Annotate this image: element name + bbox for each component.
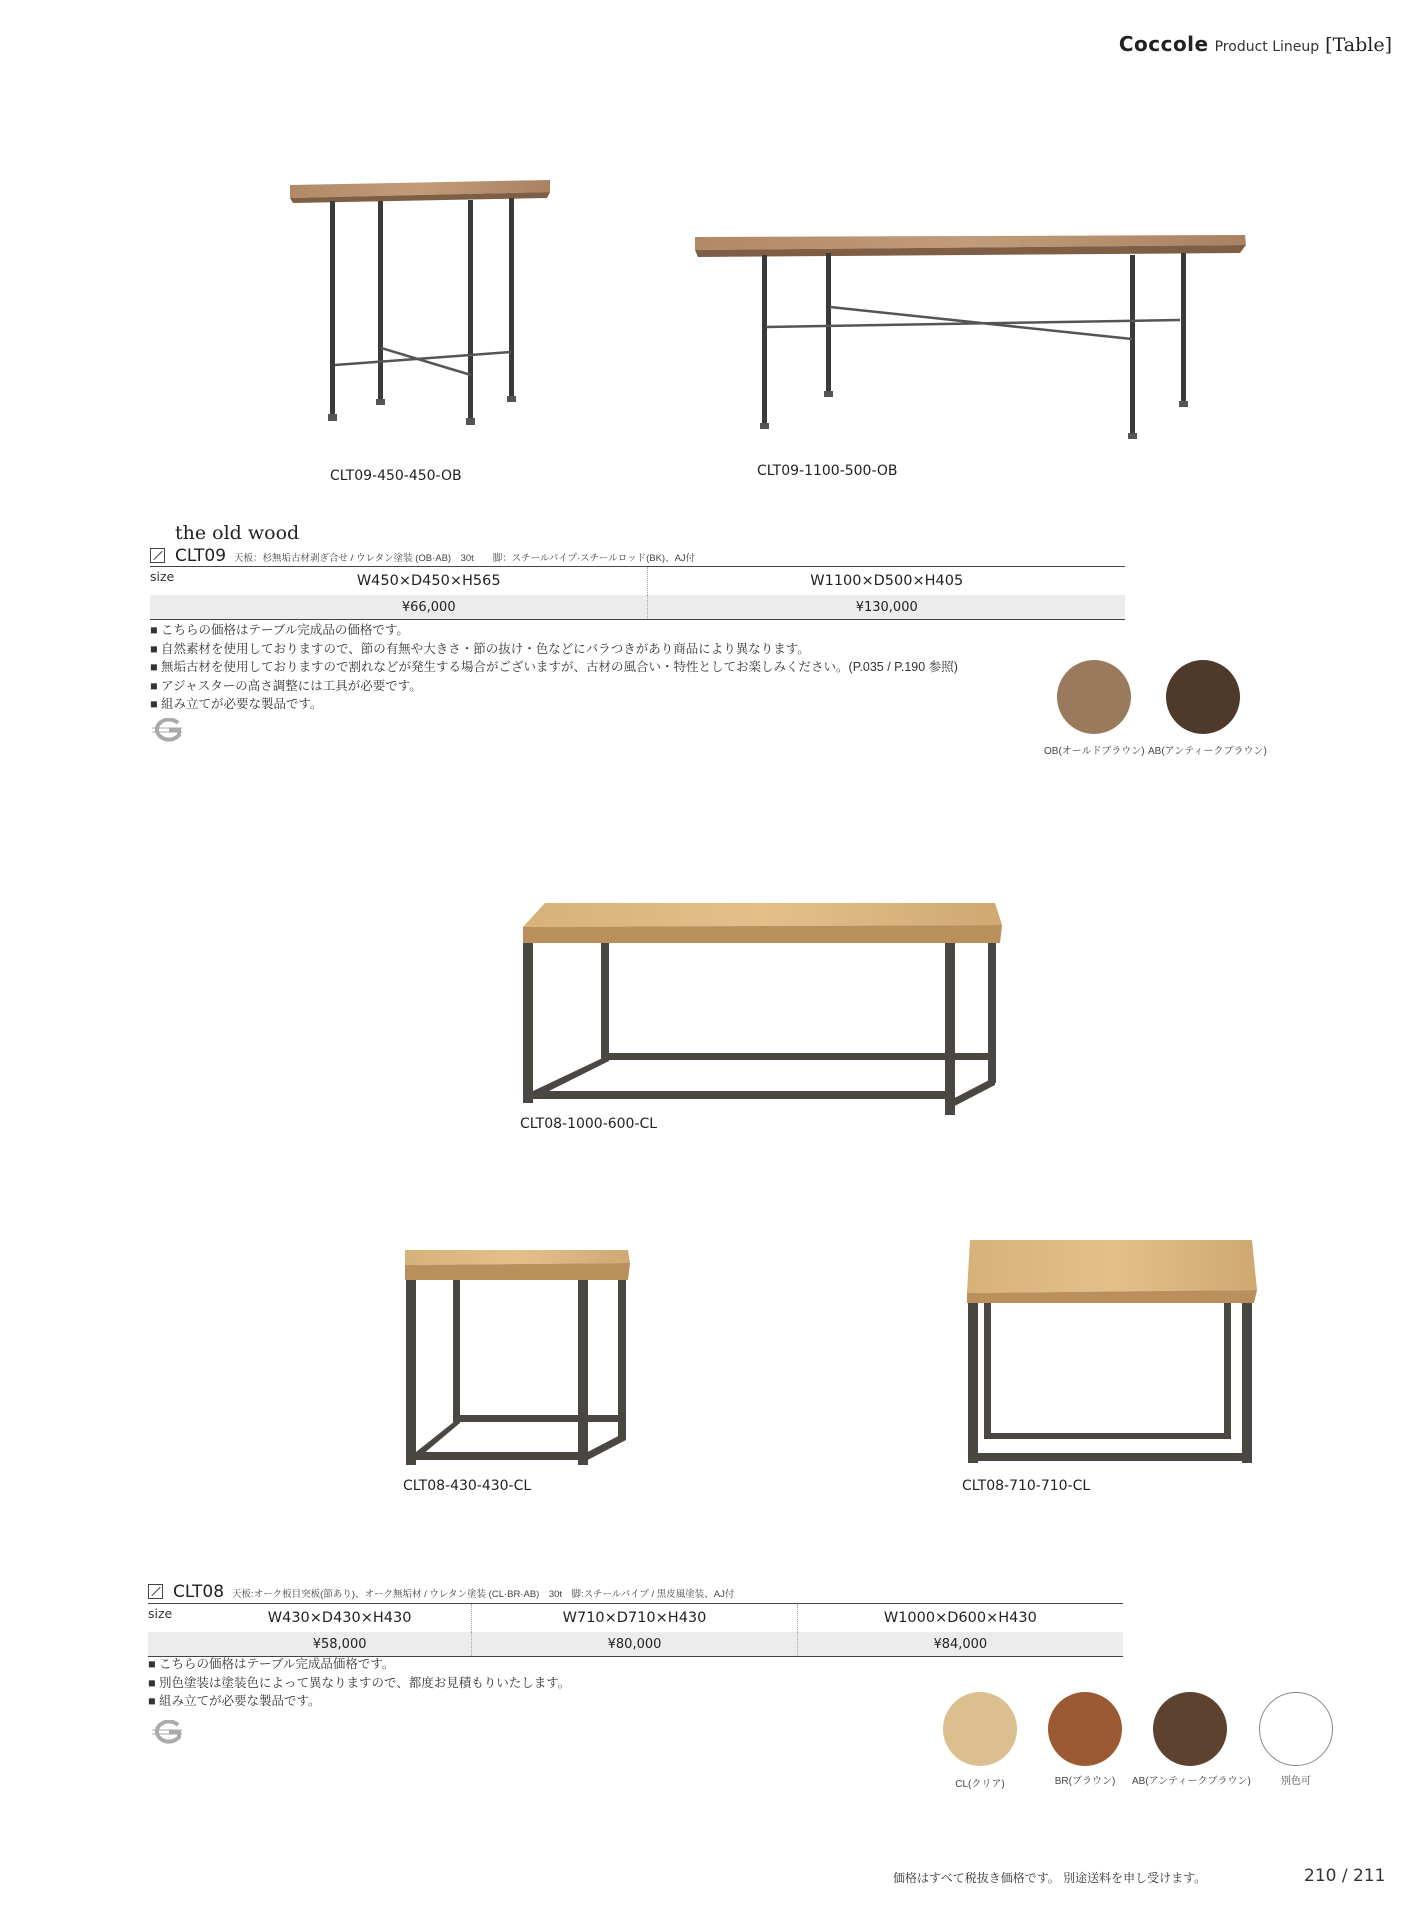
image-caption: CLT08-430-430-CL	[403, 1478, 532, 1494]
clt08-spec-table	[148, 1603, 1123, 1657]
brand-name: Coccole	[1118, 32, 1209, 56]
price-cell: ¥130,000	[648, 595, 1125, 620]
swatch-ob	[1057, 660, 1131, 734]
clt09-spec-table	[150, 566, 1125, 620]
note-item: ■ 組み立てが必要な製品です。	[148, 1694, 321, 1708]
size-label: size	[148, 1604, 208, 1633]
material-description: 天板：杉無垢古材剥ぎ合せ / ウレタン塗装 (OB·AB) 30t 脚：スチールパイプ·スチールロッド(BK)、AJ付	[234, 553, 696, 564]
clt08-1000-table-image	[515, 895, 1010, 1130]
price-row	[148, 1632, 1123, 1657]
clt08-710-table-image	[962, 1235, 1262, 1470]
size-cell: W450×D450×H565	[210, 567, 648, 596]
swatch-label: BR(ブラウン)	[1054, 1776, 1116, 1787]
image-caption: CLT09-450-450-OB	[330, 468, 462, 484]
clt09-450-table-image	[285, 170, 565, 455]
product-code: CLT08	[173, 1582, 225, 1602]
image-caption: CLT08-1000-600-CL	[520, 1116, 658, 1132]
note-item: ■ 別色塗装は塗装色によって異なりますので、都度お見積もりいたします。	[148, 1675, 571, 1690]
price-cell: ¥84,000	[797, 1632, 1123, 1657]
note-item: ■ 組み立てが必要な製品です。	[150, 697, 323, 711]
image-caption: CLT08-710-710-CL	[962, 1478, 1091, 1494]
swatch-label: AB(アンティークブラウン)	[1132, 1776, 1251, 1787]
material-description: 天板:オーク板目突板(節あり)、オーク無垢材 / ウレタン塗装 (CL·BR·AB) 30t 脚:スチールパイプ / 黒皮風塗装、AJ付	[232, 1589, 735, 1600]
series-name: the old wood	[175, 522, 300, 544]
price-cell: ¥58,000	[208, 1632, 472, 1657]
size-cell: W430×D430×H430	[208, 1604, 472, 1633]
clt09-code-line	[150, 546, 695, 566]
edit-icon	[150, 548, 165, 563]
swatch-custom	[1259, 1692, 1333, 1766]
swatch-label: 別色可	[1281, 1776, 1311, 1787]
size-row	[148, 1604, 1123, 1633]
clt09-notes	[150, 621, 958, 714]
size-cell: W1000×D600×H430	[797, 1604, 1123, 1633]
g-mark-icon	[148, 718, 188, 742]
header-category: [Table]	[1325, 34, 1392, 56]
swatch-label: AB(アンティークブラウン)	[1148, 746, 1267, 757]
note-item: ■ 無垢古材を使用しておりますので割れなどが発生する場合がございますが、古材の風合い・特性としてお楽しみください。(P.035 / P.190 参照)	[150, 660, 958, 674]
price-cell: ¥80,000	[472, 1632, 797, 1657]
g-mark-icon	[148, 1720, 188, 1744]
swatch-cl	[943, 1692, 1017, 1766]
clt08-code-line	[148, 1582, 734, 1602]
size-cell: W1100×D500×H405	[648, 567, 1125, 596]
size-row	[150, 567, 1125, 596]
price-label-cell	[148, 1632, 208, 1657]
price-row	[150, 595, 1125, 620]
product-code: CLT09	[175, 546, 227, 566]
page-number: 210 / 211	[1304, 1866, 1386, 1886]
image-caption: CLT09-1100-500-OB	[757, 463, 898, 479]
price-cell: ¥66,000	[210, 595, 648, 620]
note-item: ■ 自然素材を使用しておりますので、節の有無や大きさ・節の抜け・色などにバラつきがあり商品により異なります。	[150, 641, 810, 656]
swatch-label: OB(オールドブラウン)	[1044, 746, 1145, 757]
price-label-cell	[150, 595, 210, 620]
swatch-label: CL(クリア)	[955, 1779, 1005, 1790]
size-label: size	[150, 567, 210, 596]
footer-note: 価格はすべて税抜き価格です。 別途送料を申し受けます。	[893, 1871, 1207, 1885]
clt09-1100-table-image	[690, 215, 1260, 455]
size-cell: W710×D710×H430	[472, 1604, 797, 1633]
swatch-br	[1048, 1692, 1122, 1766]
note-item: ■ こちらの価格はテーブル完成品価格です。	[148, 1657, 395, 1671]
swatch-ab	[1166, 660, 1240, 734]
header-subtitle: Product Lineup	[1214, 39, 1320, 55]
note-item: ■ こちらの価格はテーブル完成品の価格です。	[150, 623, 409, 637]
page-header	[1119, 32, 1392, 56]
swatch-ab	[1153, 1692, 1227, 1766]
edit-icon	[148, 1584, 163, 1599]
clt08-430-table-image	[400, 1245, 635, 1470]
note-item: ■ アジャスターの高さ調整には工具が必要です。	[150, 678, 422, 693]
clt08-notes	[148, 1655, 570, 1711]
